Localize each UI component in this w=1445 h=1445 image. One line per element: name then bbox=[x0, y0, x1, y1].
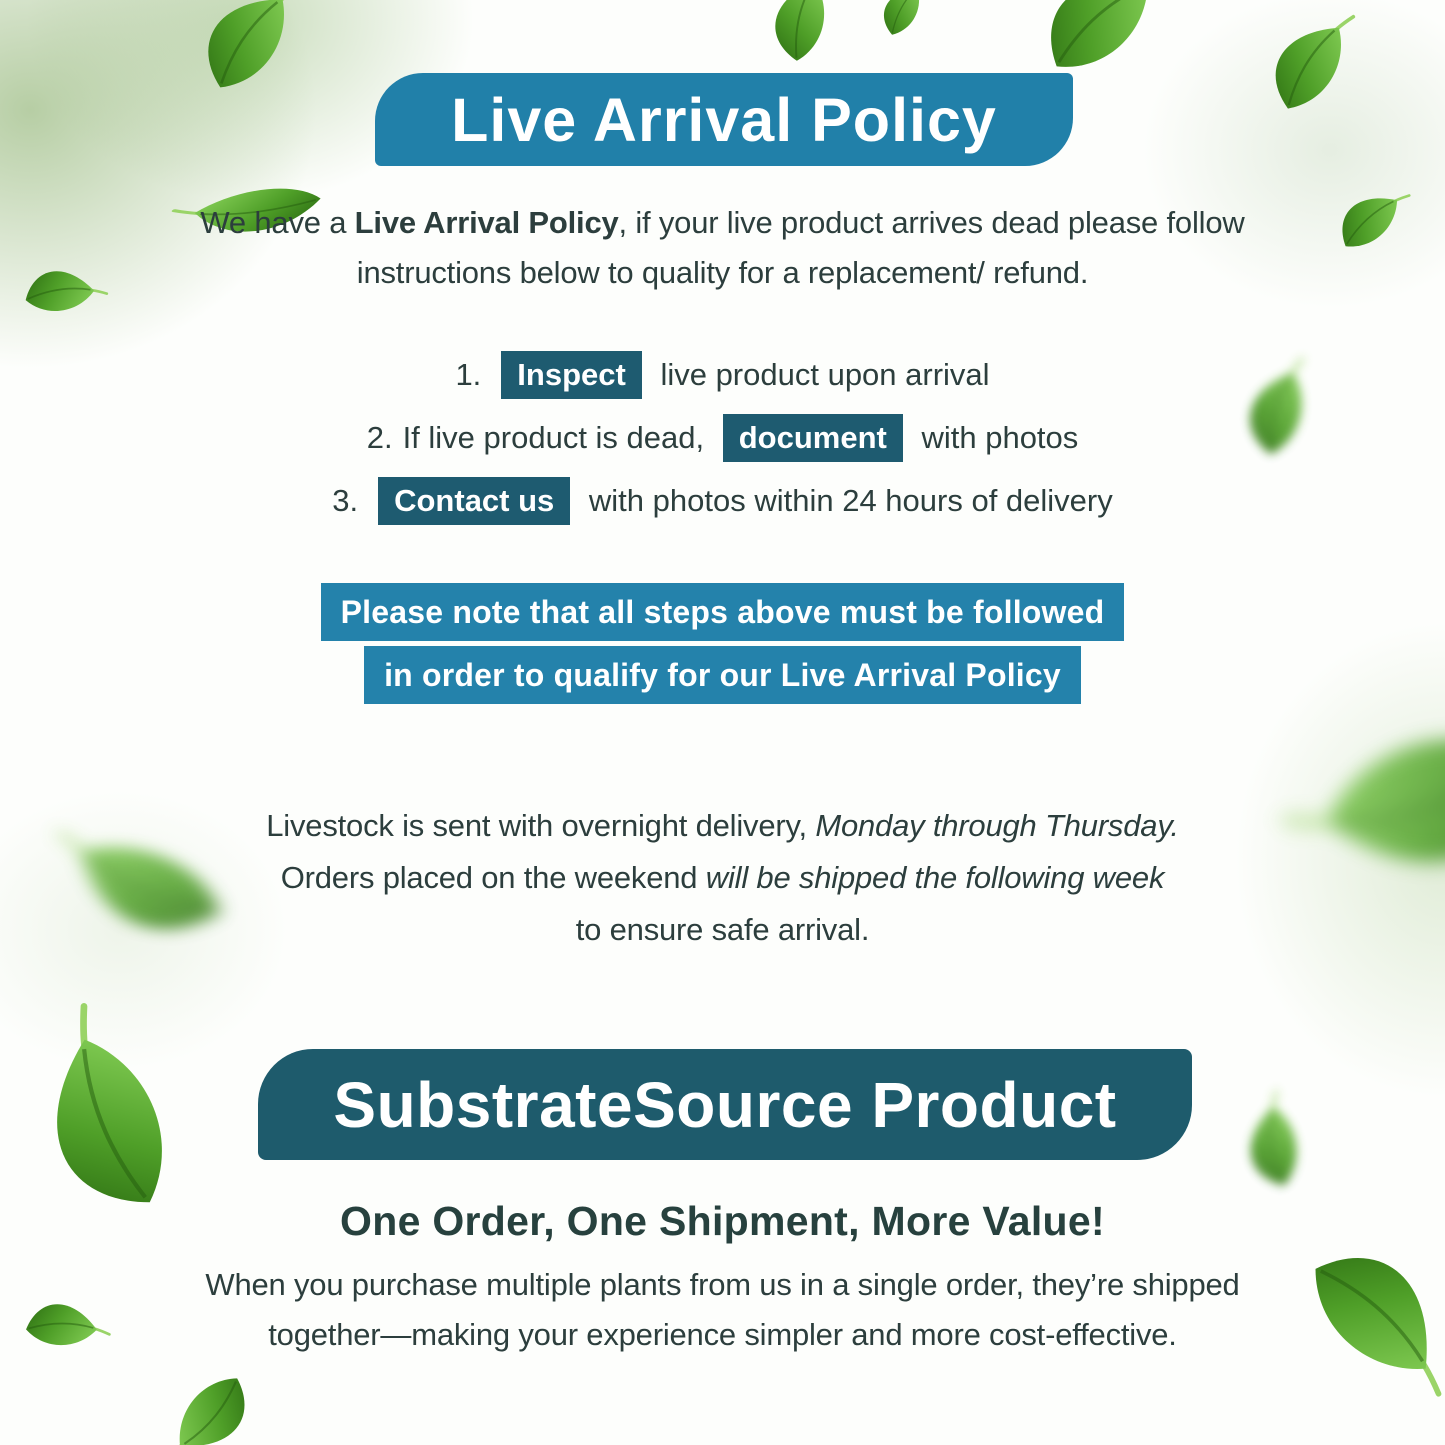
leaf-icon bbox=[164, 1361, 271, 1445]
shipping-r1: Livestock is sent with overnight delivery, bbox=[266, 808, 816, 843]
step-highlight: Contact us bbox=[378, 477, 570, 525]
shipping-i1: Monday through Thursday. bbox=[815, 808, 1179, 843]
product-body-1: When you purchase multiple plants from us in a single order, they’re shipped bbox=[205, 1267, 1240, 1302]
step-3 bbox=[0, 475, 1445, 527]
step-after: with photos within 24 hours of delivery bbox=[580, 483, 1113, 518]
step-after: live product upon arrival bbox=[651, 357, 990, 392]
policy-steps bbox=[0, 349, 1445, 538]
product-tagline: One Order, One Shipment, More Value! bbox=[340, 1198, 1105, 1244]
intro-text bbox=[0, 198, 1445, 298]
step-number: 3. bbox=[332, 483, 359, 518]
product-banner bbox=[258, 1049, 1192, 1160]
product-banner-title: SubstrateSource Product bbox=[333, 1068, 1117, 1141]
leaf-icon bbox=[1215, 1091, 1319, 1203]
note-line-1: Please note that all steps above must be followed bbox=[321, 583, 1125, 641]
step-1 bbox=[0, 349, 1445, 401]
intro-pre: We have a bbox=[200, 205, 355, 240]
intro-bold: Live Arrival Policy bbox=[354, 205, 619, 240]
product-description bbox=[0, 1260, 1445, 1360]
shipping-i2: will be shipped the following week bbox=[705, 860, 1165, 895]
shipping-r2: Orders placed on the weekend bbox=[280, 860, 706, 895]
leaf-icon bbox=[1250, 0, 1355, 122]
step-before: If live product is dead, bbox=[402, 420, 713, 455]
policy-note bbox=[0, 583, 1445, 709]
product-body-2: together—making your experience simpler and more cost-effective. bbox=[268, 1317, 1177, 1352]
intro-post: , if your live product arrives dead please follow bbox=[618, 205, 1245, 240]
leaf-icon bbox=[871, 0, 926, 40]
step-2 bbox=[0, 412, 1445, 464]
note-line-2: in order to qualify for our Live Arrival Policy bbox=[364, 646, 1081, 704]
shipping-r3: to ensure safe arrival. bbox=[575, 912, 870, 947]
step-number: 2. bbox=[366, 420, 393, 455]
step-number: 1. bbox=[455, 357, 482, 392]
leaf-icon bbox=[177, 0, 300, 105]
step-highlight: Inspect bbox=[501, 351, 642, 399]
page-title: Live Arrival Policy bbox=[451, 85, 997, 154]
shipping-info bbox=[0, 800, 1445, 956]
leaf-icon bbox=[752, 0, 836, 68]
intro-line2: instructions below to quality for a replacement/ refund. bbox=[356, 255, 1089, 290]
header-banner bbox=[375, 73, 1073, 166]
step-after: with photos bbox=[912, 420, 1079, 455]
step-highlight: document bbox=[723, 414, 903, 462]
